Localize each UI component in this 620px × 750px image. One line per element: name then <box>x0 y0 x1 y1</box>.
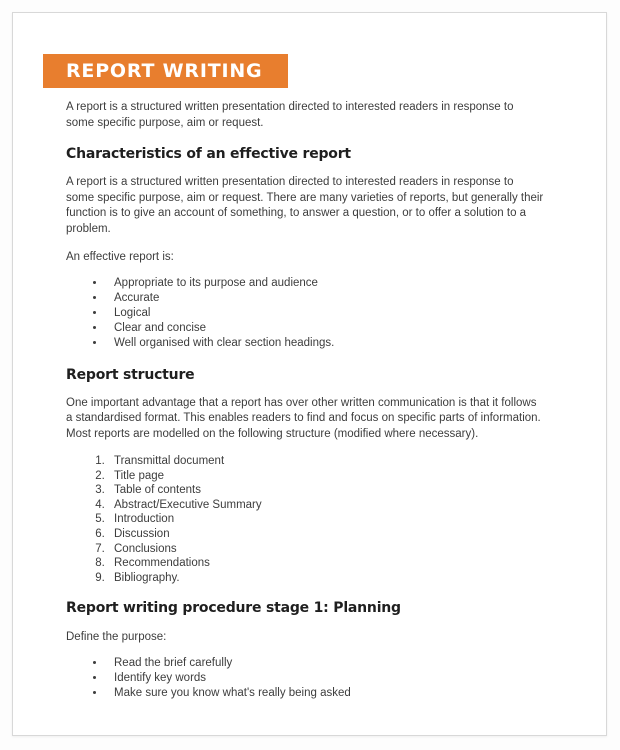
bullet-item: • Identify key words <box>106 671 544 686</box>
bullet-item: • Logical <box>106 306 544 321</box>
section-heading-planning: Report writing procedure stage 1: Planning <box>66 600 401 617</box>
bullet-item: • Clear and concise <box>106 321 544 336</box>
structure-paragraph: One important advantage that a report has over other written communication is that it follows a standardised format. This enables readers to find and focus on specific parts of information. Most reports are modelled on the following structure (modified where necessary). <box>66 396 541 440</box>
intro-paragraph: A report is a structured written presentation directed to interested readers in response to some specific purpose, aim or request. <box>66 101 514 129</box>
numbered-item: 1. Transmittal document <box>108 454 544 469</box>
bullet-item: • Read the brief carefully <box>106 656 544 671</box>
bullet-item: • Make sure you know what's really being asked <box>106 686 544 701</box>
numbered-item: 8. Recommendations <box>108 556 544 571</box>
numbered-item: 9. Bibliography. <box>108 571 544 586</box>
bullet-item: • Appropriate to its purpose and audience <box>106 276 544 291</box>
section-heading-characteristics: Characteristics of an effective report <box>66 146 351 162</box>
numbered-item: 5. Introduction <box>108 512 544 527</box>
numbered-item: 7. Conclusions <box>108 542 544 557</box>
report-writing-banner <box>43 54 288 88</box>
report-structure-numbered-list <box>66 454 544 585</box>
bullet-item: • Accurate <box>106 291 544 306</box>
planning-list-intro: Define the purpose: <box>66 631 167 644</box>
document-content <box>66 100 544 701</box>
document-page <box>12 12 607 736</box>
numbered-item: 2. Title page <box>108 469 544 484</box>
numbered-item: 3. Table of contents <box>108 483 544 498</box>
bullet-item: • Well organised with clear section headings. <box>106 336 544 351</box>
numbered-item: 6. Discussion <box>108 527 544 542</box>
numbered-item: 4. Abstract/Executive Summary <box>108 498 544 513</box>
effective-report-bullet-list <box>66 276 544 352</box>
page-title: REPORT WRITING <box>66 60 263 82</box>
section-heading-report-structure: Report structure <box>66 366 195 383</box>
planning-bullet-list <box>66 656 544 702</box>
characteristics-paragraph: A report is a structured written presentation directed to interested readers in response to some specific purpose, aim or request. There are many varieties of reports, but generally their function is to give an account of something, to answer a question, or to offer a solution to a problem. <box>66 176 544 235</box>
effective-report-list-intro: An effective report is: <box>66 251 174 263</box>
